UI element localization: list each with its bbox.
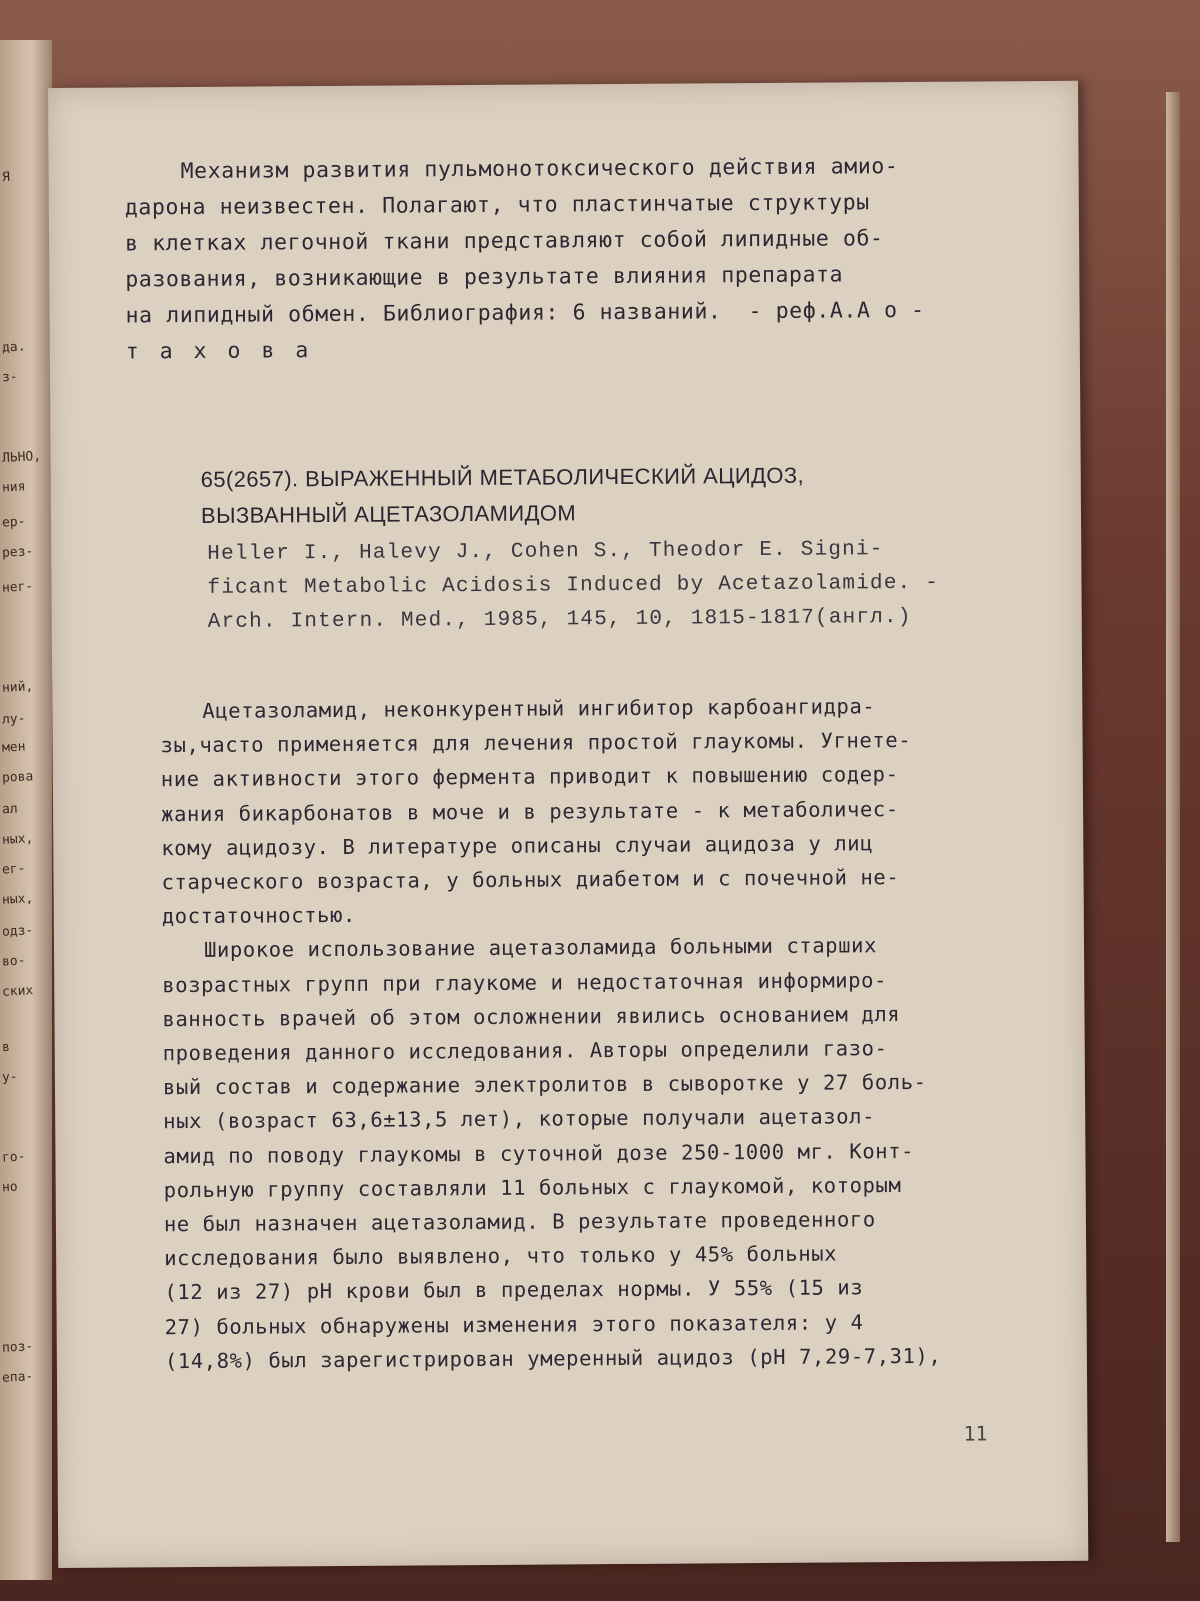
body-line-7: достаточностью. (161, 903, 357, 929)
left-page-fragment: но (1, 1179, 19, 1196)
left-page-fragment: ных, (1, 891, 34, 908)
left-page-edge (0, 40, 52, 1580)
left-page-fragment: во- (1, 953, 26, 970)
body-line-17: исследования было выявлено, что только у 45% больных (164, 1241, 838, 1271)
left-page-fragment: го- (1, 1149, 26, 1166)
left-page-fragment: ний, (1, 679, 34, 696)
body-line-5: кому ацидозу. В литературе описаны случаи ацидоза у лиц (161, 831, 874, 861)
body-line-3: ние активности этого фермента приводит к повышению содер- (160, 762, 899, 792)
left-page-fragment: нег- (1, 579, 34, 596)
left-page-fragment: з- (1, 369, 19, 386)
body-line-15: рольную группу составляли 11 больных с глаукомой, которым (163, 1172, 902, 1203)
left-page-fragment: рова (1, 769, 34, 786)
reference-line-1: Heller I., Halevy J., Cohen S., Theodor E. Signi- (207, 538, 884, 566)
body-line-18: (12 из 27) pH крови был в пределах нормы. У 55% (15 из (164, 1275, 864, 1305)
prev-line-5: на липидный обмен. Библиография: 6 названий. - реф.А.А о - (125, 297, 925, 329)
left-page-fragment: епа- (1, 1369, 34, 1386)
left-page-fragment: ег- (1, 861, 26, 878)
left-page-fragment: поз- (1, 1339, 34, 1356)
left-page-fragment: рез- (1, 544, 34, 561)
body-line-20: (14,8%) был зарегистрирован умеренный ацидоз (pH 7,29-7,31), (164, 1343, 942, 1374)
body-line-13: ных (возраст 63,6±13,5 лет), которые получали ацетазол- (163, 1104, 876, 1134)
prev-line-2: дарона неизвестен. Полагают, что пластинчатые структуры (124, 190, 870, 221)
left-page-fragment: мен (1, 739, 26, 756)
body-line-11: проведения данного исследования. Авторы определили газо- (162, 1036, 888, 1066)
left-page-fragment: одз- (1, 923, 34, 940)
body-line-1: Ацетазоламид, неконкурентный ингибитор карбоангидра- (202, 694, 876, 723)
left-page-fragment: Я (1, 169, 11, 186)
body-line-19: 27) больных обнаружены изменения этого показателя: у 4 (164, 1309, 864, 1339)
prev-line-6: т а х о в а (125, 338, 313, 365)
body-line-2: зы,часто применяется для лечения простой глаукомы. Угнете- (160, 728, 912, 758)
left-page-fragment: да. (1, 339, 26, 356)
body-line-10: ванность врачей об этом осложнении явились основанием для (162, 1001, 901, 1032)
left-page-fragment: у- (1, 1069, 19, 1086)
prev-line-3: в клетках легочной ткани представляют собой липидные об- (125, 226, 884, 257)
page-number: 11 (963, 1421, 988, 1446)
body-line-16: не был назначен ацетазоламид. В результате проведенного (163, 1207, 876, 1237)
left-page-fragment: ер- (1, 514, 26, 531)
prev-line-4: разования, возникающие в результате влияния препарата (125, 262, 844, 293)
body-line-4: жания бикарбонатов в моче и в результате - к метаболичес- (160, 796, 899, 826)
left-page-fragment: ния (1, 479, 26, 496)
body-line-12: вый состав и содержание электролитов в сыворотке у 27 боль- (162, 1070, 927, 1100)
left-page-fragment: ал (1, 801, 19, 818)
reference-line-2: ficant Metabolic Acidosis Induced by Acetazolamide. - (207, 571, 940, 600)
body-line-6: старческого возраста, у больных диабетом и с почечной не- (161, 865, 900, 895)
left-page-fragment: лу- (1, 711, 26, 728)
left-page-fragment: ских (1, 983, 34, 1000)
article-title-line-2: ВЫЗВАННЫЙ АЦЕТАЗОЛАМИДОМ (200, 500, 577, 528)
page-stack-edge (1166, 92, 1180, 1542)
prev-line-1: Механизм развития пульмонотоксического действия амио- (180, 154, 899, 185)
body-line-9: возрастных групп при глаукоме и недостаточная информиро- (162, 967, 888, 997)
reference-line-3: Arch. Intern. Med., 1985, 145, 10, 1815-1817(англ.) (207, 605, 912, 634)
body-line-8: Широкое использование ацетазоламида больными старших (203, 933, 878, 963)
article-title-line-1: 65(2657). ВЫРАЖЕННЫЙ МЕТАБОЛИЧЕСКИЙ АЦИДОЗ, (200, 462, 805, 492)
left-page-fragment: ных, (1, 831, 34, 848)
document-page (48, 81, 1088, 1568)
left-page-fragment: ЛЬНО, (1, 448, 42, 467)
left-page-fragment: в (1, 1039, 11, 1056)
body-line-14: амид по поводу глаукомы в суточной дозе 250-1000 мг. Конт- (163, 1138, 915, 1168)
